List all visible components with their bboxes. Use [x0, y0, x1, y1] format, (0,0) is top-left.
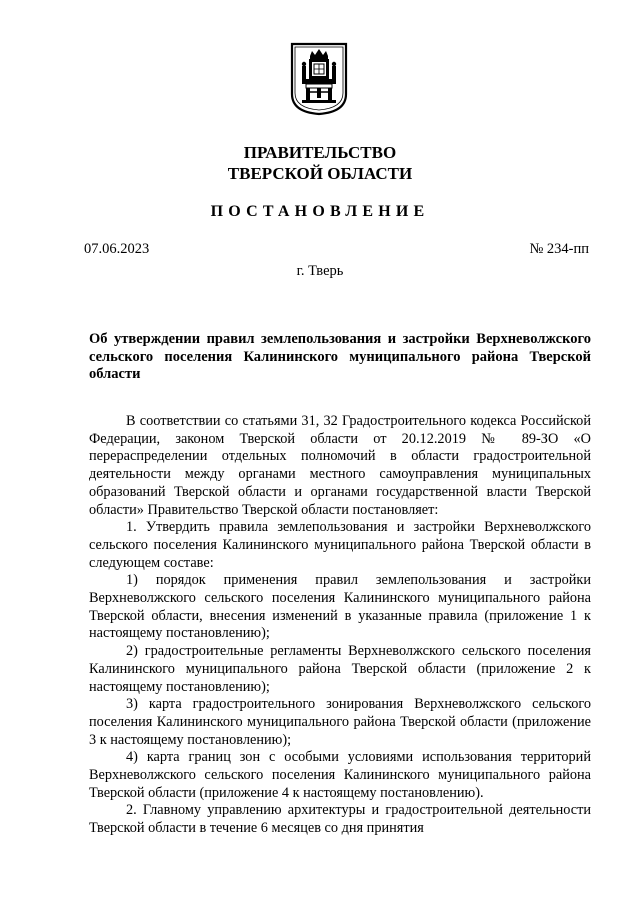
authority-name-line1: ПРАВИТЕЛЬСТВО: [243, 143, 397, 162]
document-type-heading: ПОСТАНОВЛЕНИЕ: [210, 203, 430, 220]
paragraph-item-1: 1. Утвердить правила землепользования и застройки Верхневолжского сельского поселения Калининского муниципального района Тверской области в следующем составе:: [89, 519, 591, 571]
paragraph-item-2: 2. Главному управлению архитектуры и градостроительной деятельности Тверской области в течение 6 месяцев со дня принятия: [89, 802, 591, 837]
document-city: г. Тверь: [296, 263, 344, 279]
document-date: 07.06.2023: [84, 241, 150, 257]
paragraph-subitem-2: 2) градостроительные регламенты Верхневолжского сельского поселения Калининского муниципального района Тверской области (приложение 2 к настоящему постановлению);: [89, 643, 591, 695]
document-number: № 234-пп: [529, 241, 589, 257]
paragraph-preamble: В соответствии со статьями 31, 32 Градостроительного кодекса Российской Федерации, законом Тверской области от 20.12.2019 № 89-ЗО «О перераспределении отдельных полномочий в области градостроительной деятельности между органами местного самоуправления муниципальных образований Тверской области и органами государственной власти Тверской области» Правительство Тверской области постановляет:: [89, 413, 591, 518]
coat-of-arms-icon: [290, 42, 348, 116]
document-body: [89, 413, 591, 838]
authority-name-line2: ТВЕРСКОЙ ОБЛАСТИ: [227, 164, 413, 183]
paragraph-subitem-1: 1) порядок применения правил землепользования и застройки Верхневолжского сельского поселения Калининского муниципального района Тверской области, внесения изменений в указанные правила (приложение 1 к настоящему постановлению);: [89, 572, 591, 642]
document-subject: Об утверждении правил землепользования и застройки Верхневолжского сельского поселения Калининского муниципального района Тверской области: [89, 331, 591, 382]
paragraph-subitem-4: 4) карта границ зон с особыми условиями использования территорий Верхневолжского сельского поселения Калининского муниципального района Тверской области (приложение 4 к настоящему постановлению).: [89, 749, 591, 801]
paragraph-subitem-3: 3) карта градостроительного зонирования Верхневолжского сельского поселения Калининского муниципального района Тверской области (приложение 3 к настоящему постановлению);: [89, 696, 591, 748]
